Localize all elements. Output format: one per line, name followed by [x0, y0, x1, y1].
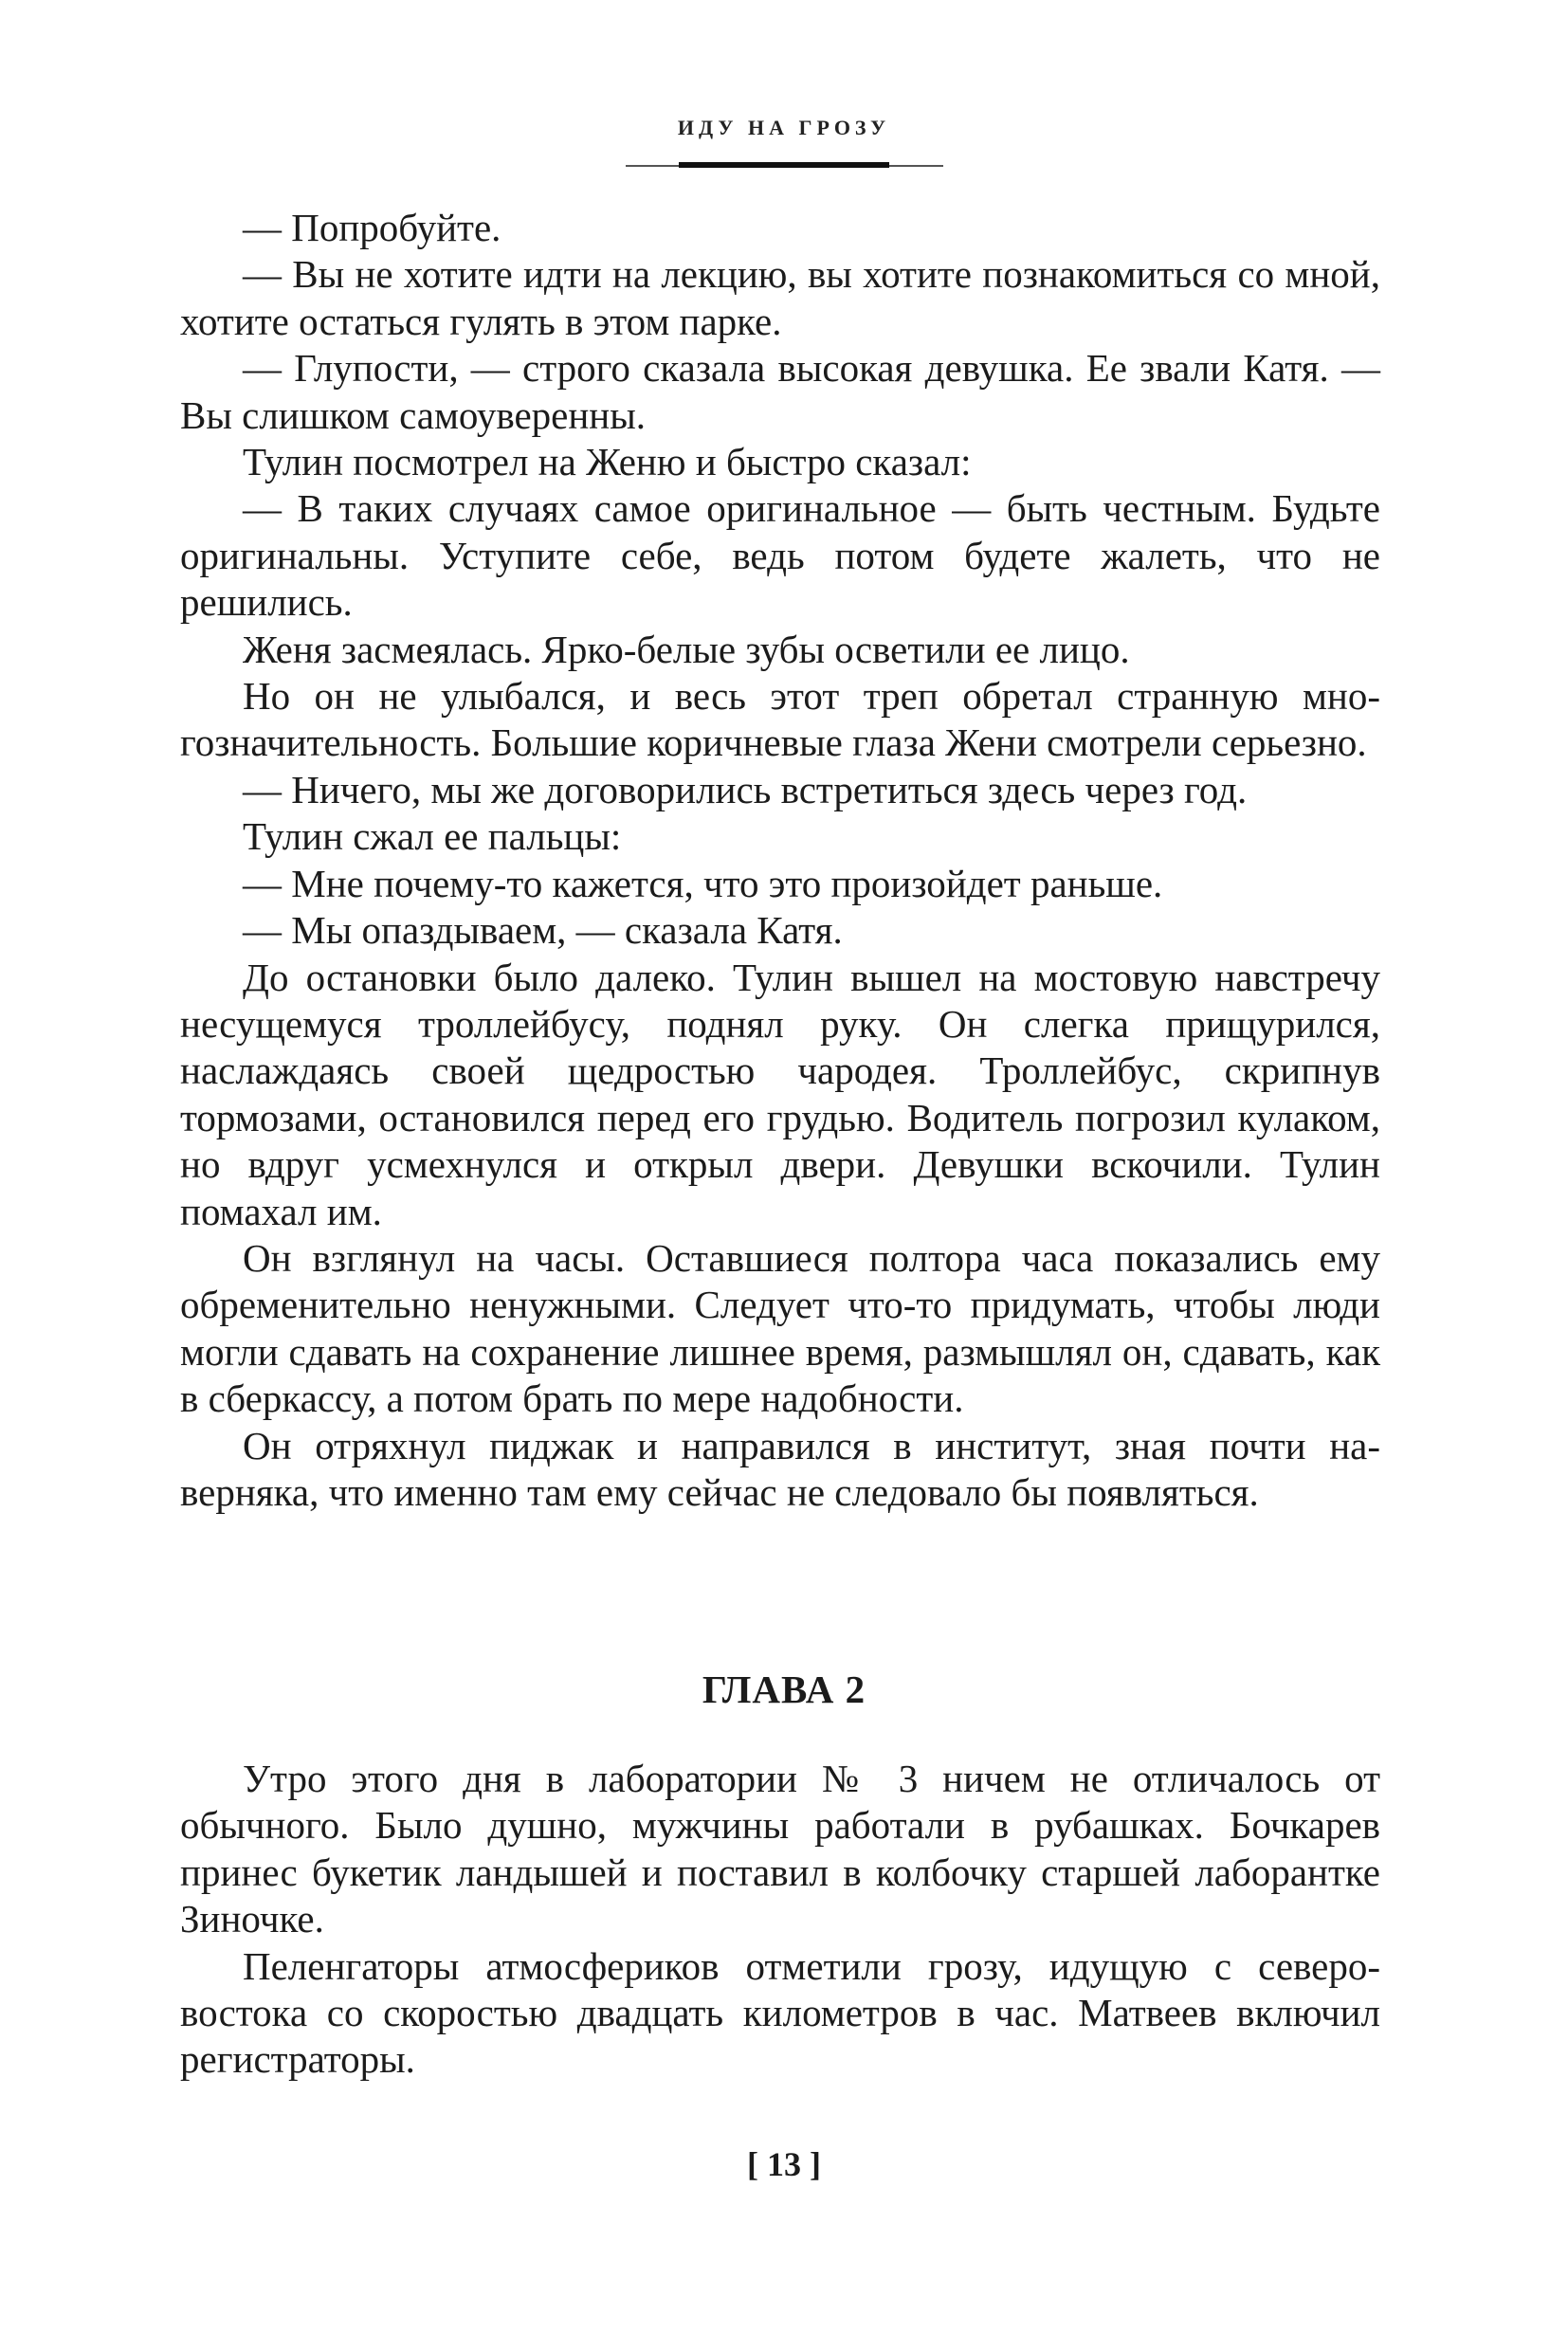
paragraph: Пеленгаторы атмосфериков отметили грозу, идущую с северо-востока со скоростью двадцать километров в час. Матвеев включил регистраторы. — [180, 1943, 1380, 2082]
running-head: ИДУ НА ГРОЗУ — [677, 116, 891, 139]
paragraph: До остановки было далеко. Тулин вышел на мостовую навстречу несущемуся троллейбусу, поднял руку. Он слегка прищурился, наслаждаясь своей щедростью чародея. Троллейбус, скрипнув тормозами, остановился перед его грудью. Водитель погрозил кулаком, но вдруг усмехнулся и открыл двери. Девушки вскочили. Тулин помахал им. — [180, 955, 1380, 1233]
paragraph: Утро этого дня в лаборатории № 3 ничем не отличалось от обычного. Было душно, мужчины работали в рубашках. Бочкарев принес букетик ландышей и поставил в колбочку старшей лаборантке Зиночке. — [180, 1757, 1380, 1941]
chapter-text — [180, 1756, 1380, 2084]
paragraph: Он взглянул на часы. Оставшиеся полтора часа показались ему обременительно ненужными. Следует что-то придумать, чтобы люди могли сдавать на сохранение лишнее время, размышлял он, сдавать, как в сберкассу, а потом брать по мере надобности. — [180, 1235, 1380, 1421]
paragraph: — Мы опаздываем, — сказала Катя. — [243, 908, 843, 953]
chapter-title: ГЛАВА 2 — [702, 1668, 866, 1711]
paragraph: — Глупости, — строго сказала высокая девушка. Ее звали Катя. — Вы слишком самоуверенны. — [180, 346, 1380, 437]
paragraph: Но он не улыбался, и весь этот треп обретал странную многозначительность. Большие коричневые глаза Жени смотрели серьезно. — [180, 674, 1380, 765]
paragraph: — Мне почему-то кажется, что это произойдет раньше. — [243, 861, 1163, 905]
paragraph: — Ничего, мы же договорились встретиться здесь через год. — [243, 767, 1248, 811]
paragraph: — В таких случаях самое оригинальное — быть честным. Будьте оригинальны. Уступите себе, ведь потом будете жалеть, что не решились. — [180, 486, 1380, 625]
body-text — [180, 205, 1380, 1516]
paragraph: Тулин посмотрел на Женю и быстро сказал: — [243, 440, 972, 484]
page-number: [ 13 ] — [747, 2145, 821, 2183]
paragraph: Женя засмеялась. Ярко-белые зубы осветили ее лицо. — [243, 627, 1130, 671]
paragraph: — Вы не хотите идти на лекцию, вы хотите познакомиться со мной, хотите остаться гулять в этом парке. — [180, 252, 1380, 343]
paragraph: — Попробуйте. — [243, 206, 501, 249]
paragraph: Тулин сжал ее пальцы: — [243, 814, 622, 859]
running-head-rule-accent — [679, 162, 889, 168]
paragraph: Он отряхнул пиджак и направился в институт, зная почти наверняка, что именно там ему сейчас не следовало бы появляться. — [180, 1423, 1380, 1514]
